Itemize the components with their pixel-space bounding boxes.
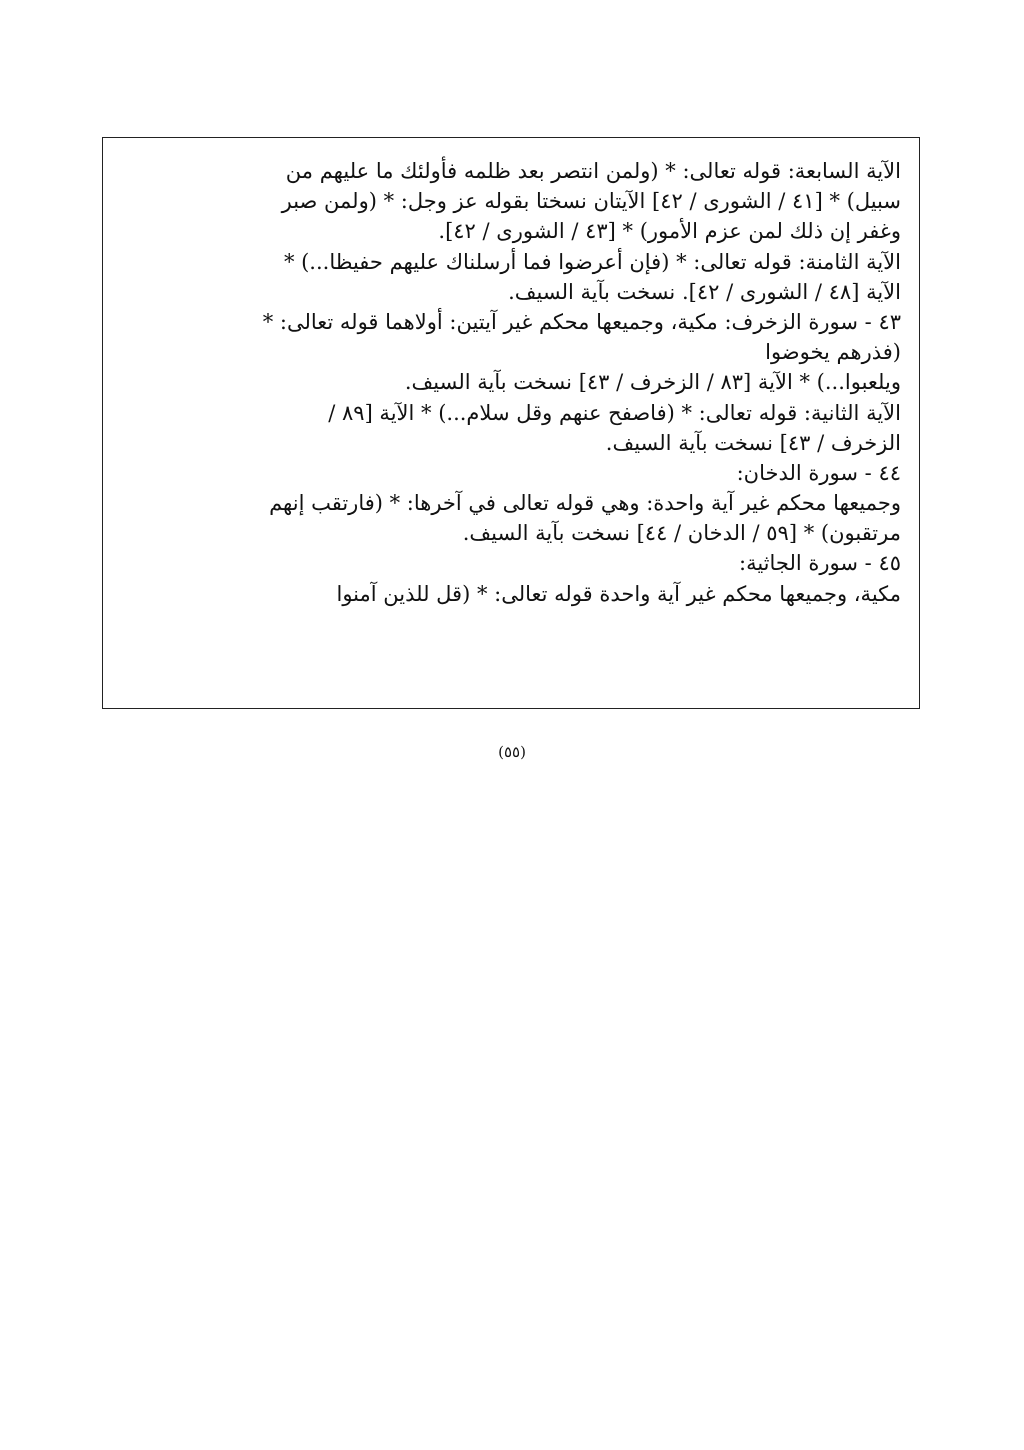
text-line-14: ٤٥ - سورة الجاثية:	[739, 551, 901, 576]
text-line-3: وغفر إن ذلك لمن عزم الأمور) * [٤٣ / الشورى / ٤٢].	[438, 219, 901, 244]
text-line-11: ٤٤ - سورة الدخان:	[736, 460, 901, 485]
text-line-5: الآية [٤٨ / الشورى / ٤٢]. نسخت بآية السيف.	[508, 279, 901, 304]
text-line-10: الزخرف / ٤٣] نسخت بآية السيف.	[605, 430, 901, 455]
text-line-6: ٤٣ - سورة الزخرف: مكية، وجميعها محكم غير آيتين: أولاهما قوله تعالى: *	[262, 309, 901, 334]
text-line-2: سبيل) * [٤١ / الشورى / ٤٢] الآيتان نسختا بقوله عز وجل: * (ولمن صبر	[281, 189, 901, 214]
text-line-7: (فذرهم يخوضوا	[765, 340, 901, 365]
text-line-15: مكية، وجميعها محكم غير آية واحدة قوله تعالى: * (قل للذين آمنوا	[336, 581, 901, 606]
text-frame	[102, 137, 920, 709]
text-line-8: ويلعبوا...) * الآية [٨٣ / الزخرف / ٤٣] نسخت بآية السيف.	[404, 370, 901, 395]
page-number: (٥٥)	[498, 743, 526, 761]
text-line-1: الآية السابعة: قوله تعالى: * (ولمن انتصر بعد ظلمه فأولئك ما عليهم من	[285, 159, 901, 183]
text-line-12: وجميعها محكم غير آية واحدة: وهي قوله تعالى في آخرها: * (فارتقب إنهم	[269, 491, 901, 516]
text-line-4: الآية الثامنة: قوله تعالى: * (فإن أعرضوا فما أرسلناك عليهم حفيظا...) *	[283, 249, 901, 274]
text-line-13: مرتقبون) * [٥٩ / الدخان / ٤٤] نسخت بآية السيف.	[462, 521, 901, 546]
text-line-9: الآية الثانية: قوله تعالى: * (فاصفح عنهم وقل سلام...) * الآية [٨٩ /	[328, 400, 901, 425]
